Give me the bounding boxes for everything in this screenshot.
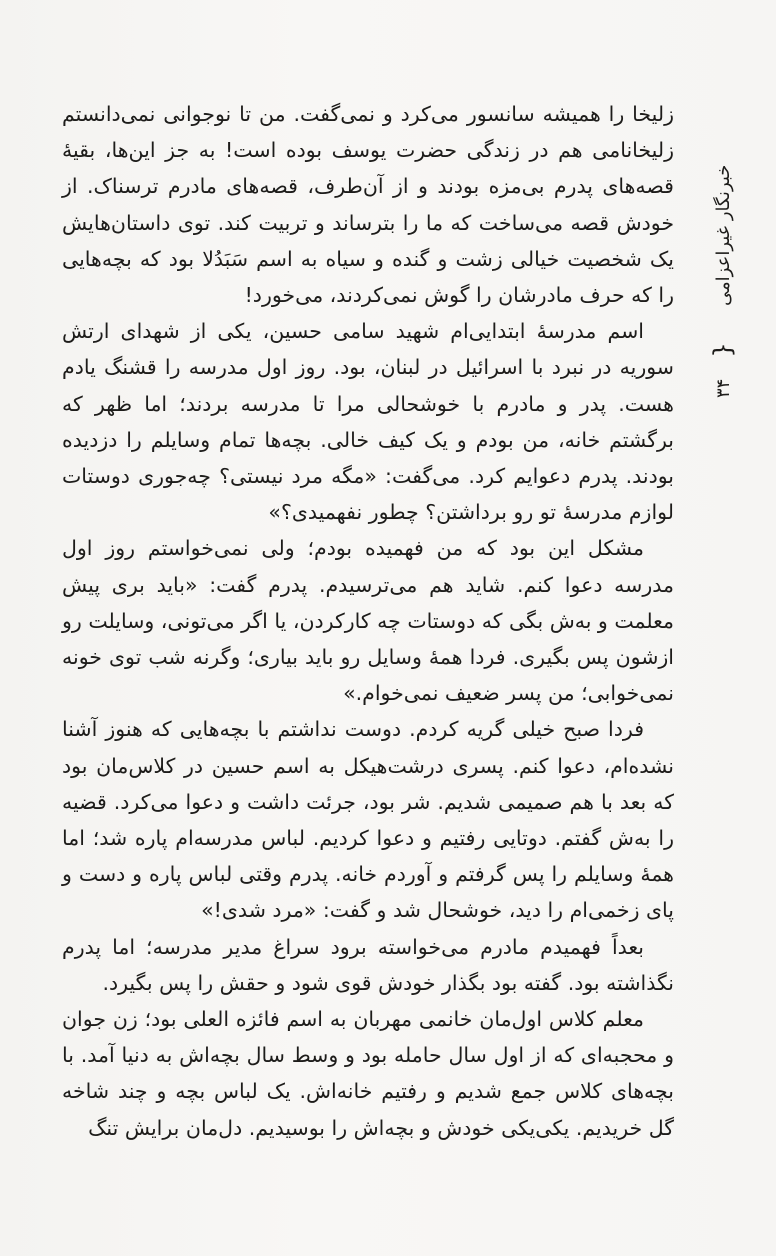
body-text (62, 96, 674, 1146)
paragraph-2: اسم مدرسهٔ ابتدایی‌ام شهید سامی حسین، یکی از شهدای ارتش سوریه در نبرد با اسرائیل در لبنان، بود. روز اول مدرسه را قشنگ یادم هست. پدر و مادرم با خوشحالی مرا تا مدرسه بردند؛ اما ظهر که برگشتم خانه، من بودم و یک کیف خالی. بچه‌ها تمام وسایلم را دزدیده بودند. پدرم دعوایم کرد. می‌گفت: «مگه مرد نیستی؟ چه‌جوری دوستات لوازم مدرسهٔ تو رو برداشتن؟ چطور نفهمیدی؟» (62, 319, 674, 525)
paragraph-3: مشکل این بود که من فهمیده بودم؛ ولی نمی‌خواستم روز اول مدرسه دعوا کنم. شاید هم می‌ترسیدم. پدرم گفت: «باید بری پیش معلمت و به‌ش بگی که دوستات چه کارکردن، یا اگر می‌تونی، وسایلت رو ازشون پس بگیری. فردا همهٔ وسایل رو باید بیاری؛ وگرنه شب توی خونه نمی‌خوابی؛ من پسر ضعیف نمی‌خوام.» (62, 536, 674, 706)
book-title: خبرنگار غیراعزامی (713, 164, 734, 306)
paragraph-4: فردا صبح خیلی گریه کردم. دوست نداشتم با بچه‌هایی که هنوز آشنا نشده‌ام، دعوا کنم. پسری درشت‌هیکل به اسم حسین در کلاس‌مان بود که بعد با هم صمیمی شدیم. شر بود، جرئت داشت و دعوا می‌کرد. قضیه را به‌ش گفتم. دوتایی رفتیم و دعوا کردیم. لباس مدرسه‌ام پاره شد؛ اما همهٔ وسایلم را پس گرفتم و آوردم خانه. پدرم وقتی لباس پاره و دست و پای زخمی‌ام را دید، خوشحال شد و گفت: «مرد شدی!» (62, 717, 674, 923)
page-number: ۳۴ (713, 378, 734, 398)
header-brace: { (710, 342, 738, 358)
paragraph-6: معلم کلاس اول‌مان خانمی مهربان به اسم فائزه العلی بود؛ زن جوان و محجبه‌ای که از اول سال حامله بود و وسط سال بچه‌اش به دنیا آمد. با بچه‌های کلاس جمع شدیم و رفتیم خانه‌اش. یک لباس بچه و چند شاخه گل خریدیم. یکی‌یکی خودش و بچه‌اش را بوسیدیم. دل‌مان برایش تنگ (62, 1007, 674, 1140)
paragraph-1: زلیخا را همیشه سانسور می‌کرد و نمی‌گفت. من تا نوجوانی نمی‌دانستم زلیخانامی هم در زندگی حضرت یوسف بوده است! به جز این‌ها، بقیهٔ قصه‌های پدرم بی‌مزه بودند و از آن‌طرف، قصه‌های مادرم ترسناک. از خودش قصه می‌ساخت که ما را بترساند و تربیت کند. توی داستان‌هایش یک شخصیت خیالی زشت و گنده و سیاه به اسم سَبَدُلا بود که بچه‌هایی را که حرف مادرشان را گوش نمی‌کردند، می‌خورد! (62, 102, 674, 308)
running-header (704, 150, 744, 450)
paragraph-5: بعداً فهمیدم مادرم می‌خواسته برود سراغ مدیر مدرسه؛ اما پدرم نگذاشته بود. گفته بود بگذار خودش قوی شود و حقش را پس بگیرد. (62, 934, 674, 995)
